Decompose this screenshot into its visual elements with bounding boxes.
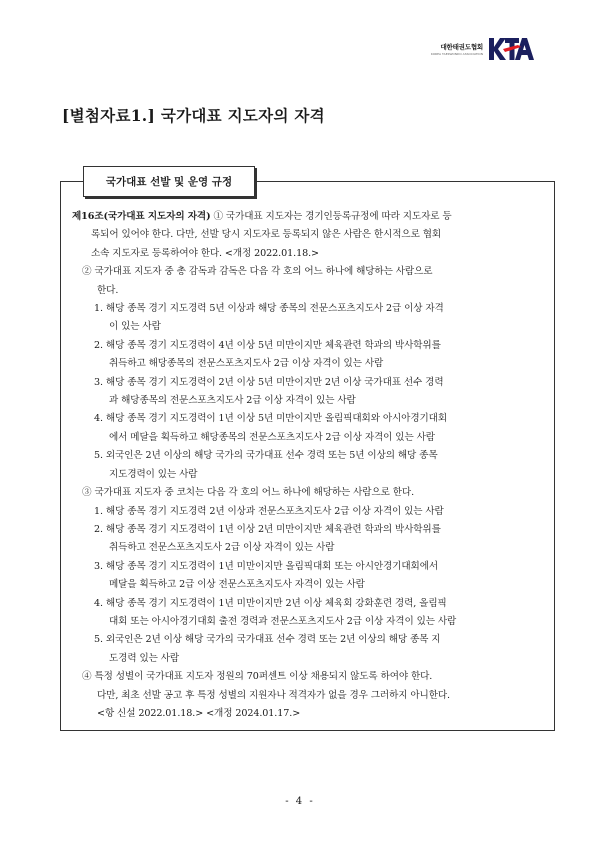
list-item: 1. 해당 종목 경기 지도경력 5년 이상과 해당 종목의 전문스포츠지도사 2급 이상 자격: [94, 303, 444, 315]
logo-text: [431, 42, 483, 56]
paragraph-4-cont: 다만, 최초 선발 공고 후 특정 성별의 지원자나 적격자가 없을 경우 그러하지 아니한다.: [97, 689, 450, 701]
article-line: 소속 지도자로 등록하여야 한다. <개정 2022.01.18.>: [91, 247, 319, 259]
list-item-cont: 취득하고 전문스포츠지도사 2급 이상 자격이 있는 사람: [109, 542, 335, 554]
list-item: 2. 해당 종목 경기 지도경력이 4년 이상 5년 미만이지만 체육관련 학과의 박사학위를: [94, 339, 441, 351]
list-item-cont: 이 있는 사람: [109, 321, 161, 333]
list-item: 3. 해당 종목 경기 지도경력이 2년 이상 5년 미만이지만 2년 이상 국가대표 선수 경력: [94, 376, 444, 388]
list-item-cont: 메달을 획득하고 2급 이상 전문스포츠지도사 자격이 있는 사람: [109, 579, 365, 591]
list-item: 5. 외국인은 2년 이상 해당 국가의 국가대표 선수 경력 또는 2년 이상의 해당 종목 지: [94, 634, 441, 646]
regulation-box-label: 국가대표 선발 및 운영 규정: [83, 166, 255, 197]
paragraph-2-cont: 한다.: [97, 284, 119, 296]
kta-mark-icon: [488, 36, 534, 62]
logo-korean-name: 대한태권도협회: [440, 43, 483, 51]
paragraph-2: ② 국가대표 지도자 중 총 감독과 감독은 다음 각 호의 어느 하나에 해당하는 사람으로: [82, 266, 433, 278]
list-item-cont: 대회 또는 아시아경기대회 출전 경력과 전문스포츠지도사 2급 이상 자격이 있는 사람: [109, 615, 457, 627]
article-heading: 제16조(국가대표 지도자의 자격): [72, 211, 211, 222]
article-text: ① 국가대표 지도자는 경기인등록규정에 따라 지도자로 등: [210, 211, 452, 222]
paragraph-4: ④ 특정 성별이 국가대표 지도자 정원의 70퍼센트 이상 채용되지 않도록 하여야 한다.: [82, 671, 433, 683]
list-item: 2. 해당 종목 경기 지도경력이 1년 이상 2년 미만이지만 체육관련 학과의 박사학위를: [94, 523, 441, 535]
list-item-cont: 지도경력이 있는 사람: [109, 468, 198, 480]
list-item-cont: 과 해당종목의 전문스포츠지도사 2급 이상 자격이 있는 사람: [109, 395, 356, 407]
paragraph-4-note: <항 신설 2022.01.18.> <개정 2024.01.17.>: [97, 707, 301, 719]
list-item-cont: 에서 메달을 획득하고 해당종목의 전문스포츠지도사 2급 이상 자격이 있는 사람: [109, 431, 435, 443]
logo-english-name: KOREA TAEKWONDO ASSOCIATION: [430, 52, 483, 56]
list-item: 4. 해당 종목 경기 지도경력이 1년 미만이지만 2년 이상 체육회 강화훈련 경력, 올림픽: [94, 597, 447, 609]
document-title: [별첨자료1.] 국가대표 지도자의 자격: [62, 106, 325, 125]
page-number: - 4 -: [285, 796, 315, 807]
list-item-cont: 도경력 있는 사람: [109, 652, 180, 664]
list-item: 4. 해당 종목 경기 지도경력이 1년 이상 5년 미만이지만 올림픽대회와 아시아경기대회: [94, 413, 447, 425]
article-line: 록되어 있어야 한다. 다만, 선발 당시 지도자로 등록되지 않은 사람은 한시적으로 협회: [91, 229, 442, 241]
list-item-cont: 취득하고 해당종목의 전문스포츠지도사 2급 이상 자격이 있는 사람: [109, 358, 384, 370]
article-16: [72, 208, 546, 723]
list-item: 5. 외국인은 2년 이상의 해당 국가의 국가대표 선수 경력 또는 5년 이상의 해당 종목: [94, 450, 438, 462]
list-item: 3. 해당 종목 경기 지도경력이 1년 미만이지만 올림픽대회 또는 아시안경기대회에서: [94, 560, 439, 572]
kta-logo: [431, 36, 534, 62]
list-item: 1. 해당 종목 경기 지도경력 2년 이상과 전문스포츠지도사 2급 이상 자격이 있는 사람: [94, 505, 444, 517]
paragraph-3: ③ 국가대표 지도자 중 코치는 다음 각 호의 어느 하나에 해당하는 사람으로 한다.: [82, 487, 415, 499]
article-line: [72, 208, 546, 226]
